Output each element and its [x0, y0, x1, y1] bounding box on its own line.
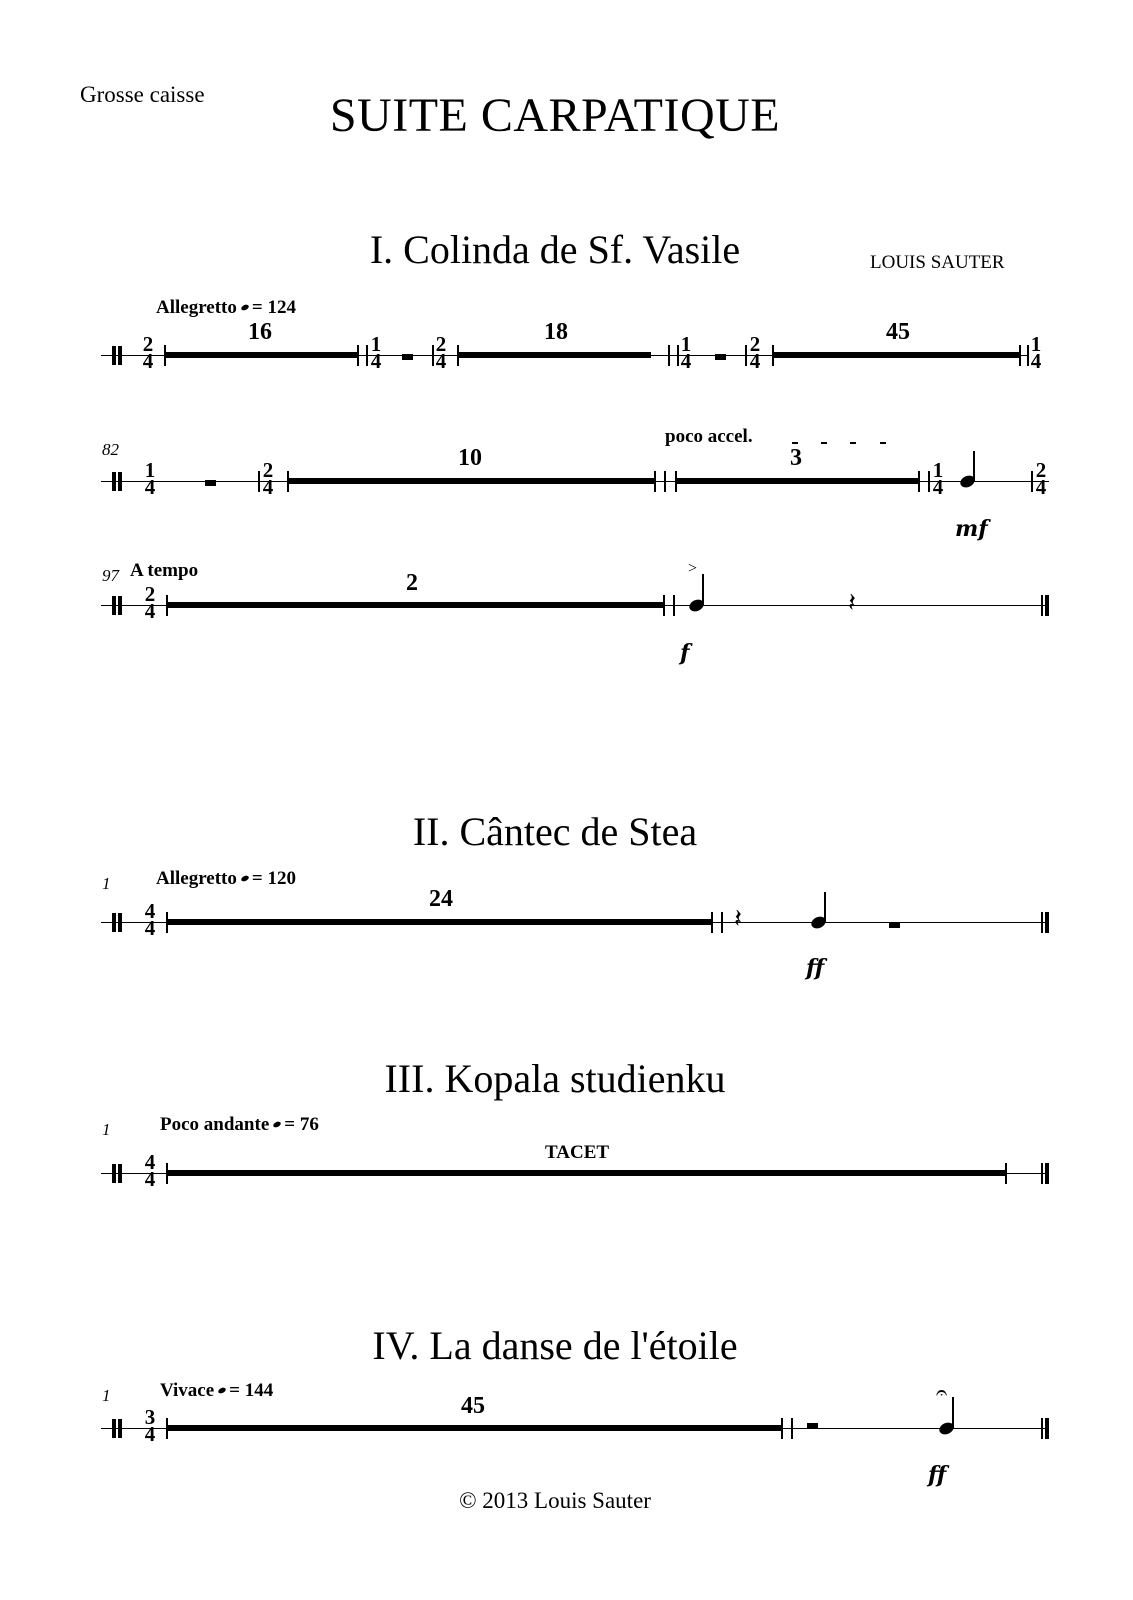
movement-2-title: II. Cântec de Stea	[412, 809, 698, 854]
rest-count: 16	[248, 319, 272, 345]
start-repeat-bar	[118, 596, 122, 615]
measure-number: 1	[102, 1120, 111, 1139]
accel-dash	[850, 442, 856, 444]
composer-name: LOUIS SAUTER	[870, 252, 1005, 273]
time-signature: 1 4	[144, 458, 156, 499]
barline	[673, 595, 675, 616]
start-repeat-bar	[118, 913, 122, 932]
start-repeat-bar	[118, 1164, 122, 1183]
rest-count: 10	[458, 445, 482, 471]
barline	[781, 1418, 783, 1439]
time-signature: 1 4	[370, 332, 382, 373]
multi-measure-rest	[167, 602, 664, 608]
start-repeat-bar	[112, 913, 116, 932]
accel-dash	[880, 442, 886, 444]
instrument-name: Grosse caisse	[80, 82, 205, 107]
expression-text: A tempo	[130, 560, 199, 581]
barline	[1041, 1163, 1043, 1184]
barline	[1019, 345, 1021, 366]
rest-count: 18	[544, 319, 568, 345]
time-signature: 1 4	[1030, 332, 1042, 373]
dotted-half-note-icon	[217, 1387, 226, 1395]
barline	[918, 471, 920, 492]
barline	[721, 912, 723, 933]
tempo-label: Poco andante	[160, 1114, 270, 1135]
barline	[1005, 1163, 1007, 1184]
tempo-marking	[156, 868, 296, 890]
start-repeat-bar	[112, 1164, 116, 1183]
half-rest-icon	[807, 1423, 818, 1429]
note-stem	[952, 1397, 954, 1428]
rest-count: 24	[429, 886, 453, 912]
final-barline	[1045, 1163, 1049, 1184]
time-signature: 2 4	[749, 332, 761, 373]
page-title: SUITE CARPATIQUE	[329, 89, 781, 142]
tempo-bpm: = 144	[229, 1380, 274, 1401]
multi-measure-rest	[773, 352, 1020, 358]
half-rest-icon	[889, 922, 900, 928]
movement-4-title: IV. La danse de l'étoile	[372, 1323, 738, 1368]
final-barline	[1045, 1418, 1049, 1439]
start-repeat-bar	[118, 346, 122, 365]
tempo-bpm: = 124	[251, 297, 296, 318]
dynamic-marking: ff	[806, 955, 825, 981]
multi-measure-rest	[167, 1425, 782, 1431]
dotted-half-note-icon	[240, 875, 249, 883]
dynamic-marking: f	[680, 640, 690, 666]
accel-dash	[821, 442, 827, 444]
half-rest-icon	[205, 480, 216, 486]
rest-count: 2	[406, 570, 418, 596]
tempo-marking	[160, 1380, 273, 1402]
measure-number: 97	[102, 566, 119, 585]
tempo-label: Allegretto	[156, 868, 237, 889]
start-repeat-bar	[112, 596, 116, 615]
time-signature: 2 4	[1035, 458, 1047, 499]
barline	[664, 471, 666, 492]
measure-number: 1	[102, 874, 111, 893]
tempo-marking	[156, 297, 296, 319]
time-signature: 2 4	[142, 332, 154, 373]
movement-1-title: I. Colinda de Sf. Vasile	[369, 227, 741, 272]
measure-number: 1	[102, 1386, 111, 1405]
time-signature: 2 4	[435, 332, 447, 373]
multi-measure-rest	[676, 478, 918, 484]
note-stem	[824, 892, 826, 922]
time-signature: 1 4	[932, 458, 944, 499]
quarter-rest-icon: 𝄽	[734, 904, 742, 934]
barline	[1041, 912, 1043, 933]
fermata-icon: 𝄐	[936, 1380, 948, 1404]
final-barline	[1045, 595, 1049, 616]
time-signature: 4 4	[144, 1150, 156, 1191]
rest-count: 45	[886, 319, 910, 345]
half-rest-icon	[715, 354, 726, 360]
time-signature: 2 4	[262, 458, 274, 499]
barline	[711, 912, 713, 933]
quarter-rest-icon: 𝄽	[848, 588, 856, 618]
dynamic-marking: ff	[928, 1462, 947, 1488]
dotted-half-note-icon	[240, 304, 249, 312]
time-signature: 1 4	[680, 332, 692, 373]
expression-text: poco accel.	[665, 426, 753, 447]
barline	[1041, 595, 1043, 616]
barline	[668, 345, 670, 366]
barline	[654, 471, 656, 492]
note-stem	[973, 451, 975, 481]
time-signature: 2 4	[144, 582, 156, 623]
barline	[357, 345, 359, 366]
tacet-label: TACET	[545, 1142, 610, 1163]
start-repeat-bar	[112, 346, 116, 365]
accel-dash	[792, 442, 798, 444]
final-barline	[1045, 912, 1049, 933]
start-repeat-bar	[112, 472, 116, 491]
multi-measure-rest	[167, 1170, 1005, 1176]
copyright-notice: © 2013 Louis Sauter	[459, 1488, 651, 1513]
start-repeat-bar	[118, 472, 122, 491]
barline	[1041, 1418, 1043, 1439]
multi-measure-rest	[167, 919, 712, 925]
tempo-bpm: = 76	[284, 1114, 319, 1135]
accent-icon: >	[688, 560, 698, 577]
tempo-label: Allegretto	[156, 297, 237, 318]
half-rest-icon	[402, 354, 413, 360]
dotted-half-note-icon	[273, 1121, 282, 1129]
tempo-bpm: = 120	[251, 868, 296, 889]
multi-measure-rest	[165, 352, 358, 358]
tempo-marking	[160, 1114, 319, 1136]
note-stem	[702, 574, 704, 605]
multi-measure-rest	[458, 352, 651, 358]
measure-number: 82	[102, 440, 119, 459]
time-signature: 3 4	[144, 1405, 156, 1446]
movement-3-title: III. Kopala studienku	[384, 1056, 726, 1101]
multi-measure-rest	[288, 478, 654, 484]
rest-count: 45	[461, 1393, 485, 1419]
barline	[663, 595, 665, 616]
rest-count: 3	[790, 445, 802, 471]
time-signature: 4 4	[144, 899, 156, 940]
start-repeat-bar	[112, 1419, 116, 1438]
tempo-label: Vivace	[160, 1380, 215, 1401]
barline	[791, 1418, 793, 1439]
dynamic-marking: mf	[955, 516, 988, 542]
start-repeat-bar	[118, 1419, 122, 1438]
